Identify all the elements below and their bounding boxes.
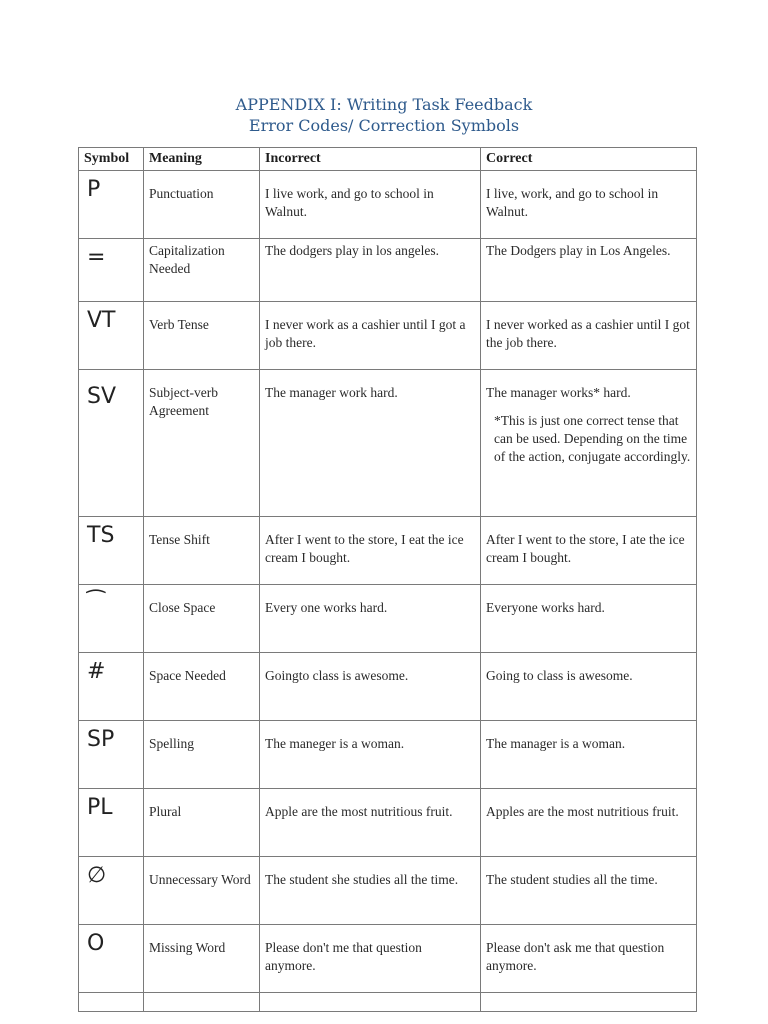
meaning-cell: Spelling <box>144 721 260 789</box>
correct-cell: After I went to the store, I ate the ice cream I bought. <box>481 517 697 585</box>
table-row <box>79 721 697 789</box>
correct-cell: Apples are the most nutritious fruit. <box>481 789 697 857</box>
correct-cell: Please don't ask me that question anymore. <box>481 925 697 993</box>
empty-cell <box>79 993 144 1012</box>
correct-cell: I never worked as a cashier until I got the job there. <box>481 302 697 370</box>
incorrect-cell: The maneger is a woman. <box>260 721 481 789</box>
table-row <box>79 925 697 993</box>
symbol-cell: SV <box>79 370 144 517</box>
title-line-1: APPENDIX I: Writing Task Feedback <box>235 95 533 114</box>
table-row <box>79 370 697 517</box>
incorrect-cell: Every one works hard. <box>260 585 481 653</box>
empty-cell <box>481 993 697 1012</box>
symbol-cell: O <box>79 925 144 993</box>
meaning-cell: Subject-verb Agreement <box>144 370 260 517</box>
correct-cell: Everyone works hard. <box>481 585 697 653</box>
meaning-cell: Capitalization Needed <box>144 239 260 302</box>
meaning-cell: Unnecessary Word <box>144 857 260 925</box>
table-row-empty <box>79 993 697 1012</box>
table-row <box>79 857 697 925</box>
symbol-cell: # <box>79 653 144 721</box>
correct-text: The manager works* hard. <box>486 385 631 400</box>
correct-cell: The manager is a woman. <box>481 721 697 789</box>
meaning-cell: Tense Shift <box>144 517 260 585</box>
incorrect-cell: The manager work hard. <box>260 370 481 517</box>
table-header-row <box>79 148 697 171</box>
correct-cell: Going to class is awesome. <box>481 653 697 721</box>
incorrect-cell: The dodgers play in los angeles. <box>260 239 481 302</box>
symbol-cell: SP <box>79 721 144 789</box>
symbol-cell: ∅ <box>79 857 144 925</box>
table-row <box>79 585 697 653</box>
symbol-cell: ⁀ <box>79 585 144 653</box>
meaning-cell: Close Space <box>144 585 260 653</box>
incorrect-cell: I never work as a cashier until I got a job there. <box>260 302 481 370</box>
header-incorrect: Incorrect <box>260 148 481 171</box>
incorrect-cell: After I went to the store, I eat the ice cream I bought. <box>260 517 481 585</box>
incorrect-cell: Please don't me that question anymore. <box>260 925 481 993</box>
symbol-cell: P <box>79 171 144 239</box>
symbol-cell: PL <box>79 789 144 857</box>
correction-symbols-table <box>78 147 697 1012</box>
header-symbol: Symbol <box>79 148 144 171</box>
table-row <box>79 239 697 302</box>
symbol-cell: = <box>79 239 144 302</box>
document-title <box>0 94 768 136</box>
empty-cell <box>144 993 260 1012</box>
title-line-2: Error Codes/ Correction Symbols <box>248 116 520 135</box>
incorrect-cell: I live work, and go to school in Walnut. <box>260 171 481 239</box>
meaning-cell: Verb Tense <box>144 302 260 370</box>
incorrect-cell: Goingto class is awesome. <box>260 653 481 721</box>
empty-cell <box>260 993 481 1012</box>
meaning-cell: Missing Word <box>144 925 260 993</box>
correct-cell: The Dodgers play in Los Angeles. <box>481 239 697 302</box>
correct-cell <box>481 370 697 517</box>
symbol-cell: TS <box>79 517 144 585</box>
incorrect-cell: Apple are the most nutritious fruit. <box>260 789 481 857</box>
table-row <box>79 517 697 585</box>
meaning-cell: Space Needed <box>144 653 260 721</box>
table-row <box>79 302 697 370</box>
correct-cell: I live, work, and go to school in Walnut. <box>481 171 697 239</box>
table-row <box>79 653 697 721</box>
header-meaning: Meaning <box>144 148 260 171</box>
incorrect-cell: The student she studies all the time. <box>260 857 481 925</box>
meaning-cell: Plural <box>144 789 260 857</box>
table-row <box>79 789 697 857</box>
table-row <box>79 171 697 239</box>
meaning-cell: Punctuation <box>144 171 260 239</box>
tense-note: *This is just one correct tense that can be used. Depending on the time of the action, conjugate accordingly. <box>494 413 691 464</box>
header-correct: Correct <box>481 148 697 171</box>
symbol-cell: VT <box>79 302 144 370</box>
correct-cell: The student studies all the time. <box>481 857 697 925</box>
